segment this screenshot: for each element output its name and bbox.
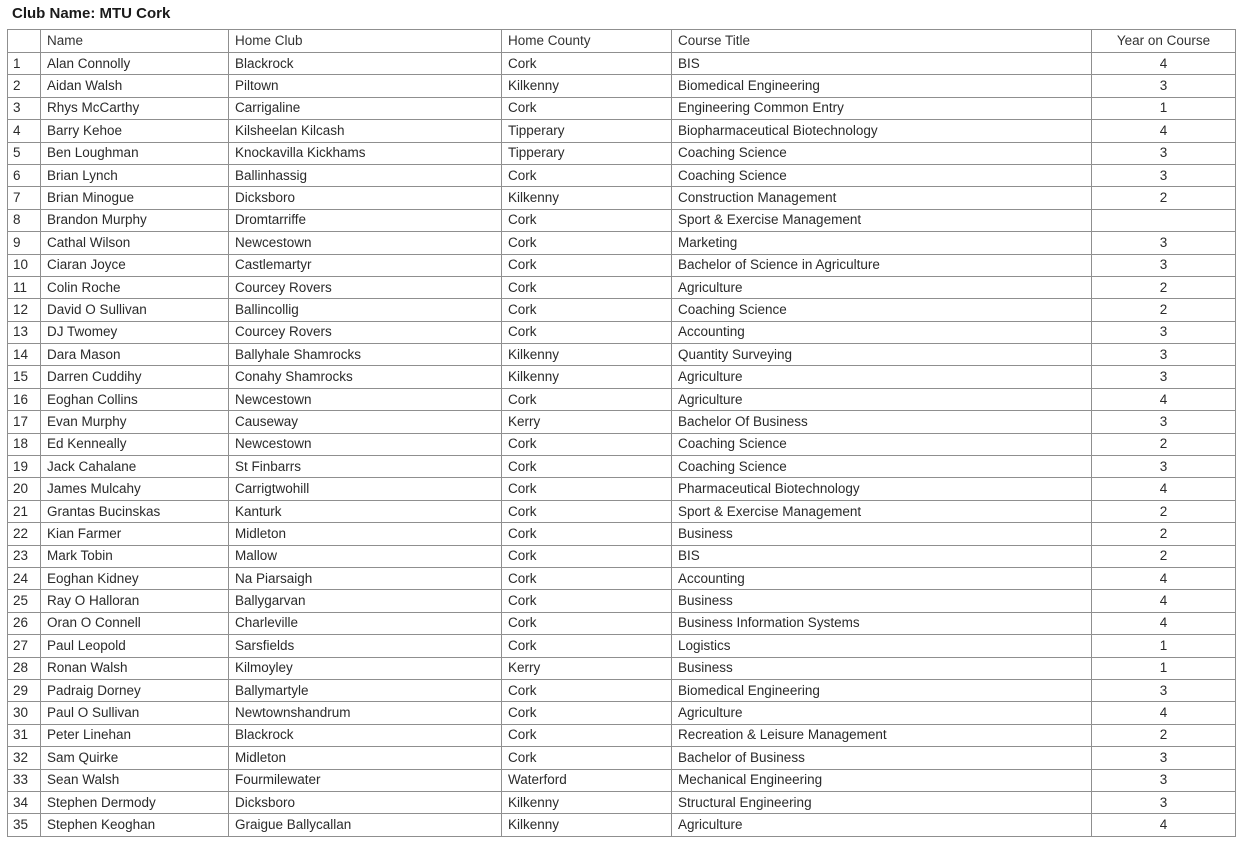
home-club-cell: Newcestown	[229, 433, 502, 455]
row-number-cell: 31	[8, 724, 41, 746]
table-row	[8, 232, 1236, 254]
player-name-cell: Barry Kehoe	[41, 120, 229, 142]
row-number-cell: 27	[8, 635, 41, 657]
course-title-cell: Accounting	[672, 567, 1092, 589]
row-number-cell: 13	[8, 321, 41, 343]
row-number-cell: 6	[8, 164, 41, 186]
table-body	[8, 53, 1236, 837]
table-row	[8, 456, 1236, 478]
year-on-course-cell: 2	[1092, 724, 1236, 746]
year-on-course-cell: 1	[1092, 657, 1236, 679]
year-on-course-cell: 3	[1092, 254, 1236, 276]
player-name-cell: Evan Murphy	[41, 411, 229, 433]
course-title-cell: Structural Engineering	[672, 791, 1092, 813]
player-name-cell: Dara Mason	[41, 344, 229, 366]
home-county-cell: Cork	[502, 702, 672, 724]
home-club-cell: Ballinhassig	[229, 164, 502, 186]
row-number-cell: 14	[8, 344, 41, 366]
player-name-cell: Brandon Murphy	[41, 209, 229, 231]
home-club-cell: Graigue Ballycallan	[229, 814, 502, 836]
year-on-course-cell: 2	[1092, 299, 1236, 321]
year-on-course-cell: 3	[1092, 747, 1236, 769]
home-club-cell: Midleton	[229, 747, 502, 769]
player-name-cell: Kian Farmer	[41, 523, 229, 545]
course-title-cell: Sport & Exercise Management	[672, 500, 1092, 522]
row-number-cell: 11	[8, 276, 41, 298]
year-on-course-cell: 2	[1092, 500, 1236, 522]
table-row	[8, 411, 1236, 433]
home-club-cell: Mallow	[229, 545, 502, 567]
column-header-name: Name	[41, 30, 229, 53]
home-county-cell: Cork	[502, 590, 672, 612]
year-on-course-cell: 4	[1092, 612, 1236, 634]
row-number-cell: 10	[8, 254, 41, 276]
home-county-cell: Cork	[502, 254, 672, 276]
course-title-cell: Business	[672, 523, 1092, 545]
player-name-cell: Grantas Bucinskas	[41, 500, 229, 522]
course-title-cell: Biopharmaceutical Biotechnology	[672, 120, 1092, 142]
home-county-cell: Cork	[502, 276, 672, 298]
year-on-course-cell: 3	[1092, 344, 1236, 366]
course-title-cell: Biomedical Engineering	[672, 679, 1092, 701]
row-number-cell: 18	[8, 433, 41, 455]
table-row	[8, 97, 1236, 119]
course-title-cell: Agriculture	[672, 276, 1092, 298]
home-county-cell: Cork	[502, 388, 672, 410]
row-number-cell: 15	[8, 366, 41, 388]
year-on-course-cell: 2	[1092, 433, 1236, 455]
player-name-cell: Ben Loughman	[41, 142, 229, 164]
year-on-course-cell: 3	[1092, 142, 1236, 164]
course-title-cell: Bachelor of Business	[672, 747, 1092, 769]
year-on-course-cell: 3	[1092, 75, 1236, 97]
home-club-cell: Carrigtwohill	[229, 478, 502, 500]
course-title-cell: Sport & Exercise Management	[672, 209, 1092, 231]
column-header-number	[8, 30, 41, 53]
home-county-cell: Cork	[502, 164, 672, 186]
course-title-cell: BIS	[672, 545, 1092, 567]
column-header-course-title: Course Title	[672, 30, 1092, 53]
home-club-cell: Piltown	[229, 75, 502, 97]
row-number-cell: 19	[8, 456, 41, 478]
table-row	[8, 120, 1236, 142]
table-row	[8, 724, 1236, 746]
row-number-cell: 16	[8, 388, 41, 410]
table-row	[8, 209, 1236, 231]
player-roster-table	[7, 29, 1236, 837]
course-title-cell: Agriculture	[672, 388, 1092, 410]
table-row	[8, 388, 1236, 410]
course-title-cell: Construction Management	[672, 187, 1092, 209]
home-county-cell: Cork	[502, 299, 672, 321]
course-title-cell: Bachelor Of Business	[672, 411, 1092, 433]
home-club-cell: Ballymartyle	[229, 679, 502, 701]
course-title-cell: Pharmaceutical Biotechnology	[672, 478, 1092, 500]
row-number-cell: 20	[8, 478, 41, 500]
table-row	[8, 164, 1236, 186]
home-county-cell: Cork	[502, 679, 672, 701]
player-name-cell: Brian Lynch	[41, 164, 229, 186]
player-name-cell: Padraig Dorney	[41, 679, 229, 701]
home-club-cell: Ballyhale Shamrocks	[229, 344, 502, 366]
course-title-cell: Coaching Science	[672, 433, 1092, 455]
year-on-course-cell: 3	[1092, 411, 1236, 433]
row-number-cell: 24	[8, 567, 41, 589]
year-on-course-cell: 2	[1092, 276, 1236, 298]
home-county-cell: Cork	[502, 321, 672, 343]
player-name-cell: Paul O Sullivan	[41, 702, 229, 724]
home-club-cell: Newcestown	[229, 388, 502, 410]
year-on-course-cell: 4	[1092, 120, 1236, 142]
year-on-course-cell: 1	[1092, 97, 1236, 119]
player-name-cell: Darren Cuddihy	[41, 366, 229, 388]
home-county-cell: Cork	[502, 478, 672, 500]
course-title-cell: Coaching Science	[672, 299, 1092, 321]
year-on-course-cell: 3	[1092, 456, 1236, 478]
player-name-cell: Alan Connolly	[41, 53, 229, 75]
home-club-cell: Castlemartyr	[229, 254, 502, 276]
home-club-cell: Causeway	[229, 411, 502, 433]
table-row	[8, 702, 1236, 724]
home-club-cell: Carrigaline	[229, 97, 502, 119]
player-name-cell: DJ Twomey	[41, 321, 229, 343]
year-on-course-cell: 3	[1092, 791, 1236, 813]
row-number-cell: 1	[8, 53, 41, 75]
player-name-cell: Ciaran Joyce	[41, 254, 229, 276]
home-county-cell: Kerry	[502, 657, 672, 679]
course-title-cell: Agriculture	[672, 814, 1092, 836]
table-row	[8, 635, 1236, 657]
row-number-cell: 22	[8, 523, 41, 545]
home-county-cell: Kilkenny	[502, 344, 672, 366]
year-on-course-cell: 4	[1092, 590, 1236, 612]
home-county-cell: Cork	[502, 232, 672, 254]
course-title-cell: Coaching Science	[672, 142, 1092, 164]
year-on-course-cell: 2	[1092, 187, 1236, 209]
row-number-cell: 12	[8, 299, 41, 321]
course-title-cell: Agriculture	[672, 702, 1092, 724]
course-title-cell: Coaching Science	[672, 456, 1092, 478]
home-county-cell: Cork	[502, 635, 672, 657]
year-on-course-cell: 4	[1092, 478, 1236, 500]
table-row	[8, 791, 1236, 813]
table-row	[8, 75, 1236, 97]
home-county-cell: Kilkenny	[502, 75, 672, 97]
player-name-cell: Jack Cahalane	[41, 456, 229, 478]
home-county-cell: Cork	[502, 545, 672, 567]
home-county-cell: Kilkenny	[502, 814, 672, 836]
home-county-cell: Waterford	[502, 769, 672, 791]
table-row	[8, 254, 1236, 276]
row-number-cell: 8	[8, 209, 41, 231]
home-county-cell: Kerry	[502, 411, 672, 433]
row-number-cell: 34	[8, 791, 41, 813]
player-name-cell: Aidan Walsh	[41, 75, 229, 97]
year-on-course-cell: 4	[1092, 702, 1236, 724]
player-name-cell: James Mulcahy	[41, 478, 229, 500]
row-number-cell: 3	[8, 97, 41, 119]
home-county-cell: Kilkenny	[502, 366, 672, 388]
row-number-cell: 5	[8, 142, 41, 164]
home-club-cell: Ballygarvan	[229, 590, 502, 612]
club-name-heading: Club Name: MTU Cork	[12, 5, 171, 22]
course-title-cell: BIS	[672, 53, 1092, 75]
player-name-cell: Paul Leopold	[41, 635, 229, 657]
home-county-cell: Tipperary	[502, 142, 672, 164]
home-county-cell: Cork	[502, 500, 672, 522]
home-club-cell: Courcey Rovers	[229, 276, 502, 298]
player-name-cell: Oran O Connell	[41, 612, 229, 634]
year-on-course-cell: 2	[1092, 523, 1236, 545]
home-club-cell: Na Piarsaigh	[229, 567, 502, 589]
player-name-cell: Sam Quirke	[41, 747, 229, 769]
player-name-cell: Mark Tobin	[41, 545, 229, 567]
year-on-course-cell: 4	[1092, 53, 1236, 75]
home-county-cell: Cork	[502, 612, 672, 634]
player-name-cell: Rhys McCarthy	[41, 97, 229, 119]
home-club-cell: Blackrock	[229, 724, 502, 746]
player-name-cell: Stephen Keoghan	[41, 814, 229, 836]
row-number-cell: 9	[8, 232, 41, 254]
table-row	[8, 523, 1236, 545]
home-county-cell: Cork	[502, 433, 672, 455]
row-number-cell: 4	[8, 120, 41, 142]
home-county-cell: Cork	[502, 456, 672, 478]
course-title-cell: Bachelor of Science in Agriculture	[672, 254, 1092, 276]
row-number-cell: 35	[8, 814, 41, 836]
home-club-cell: Midleton	[229, 523, 502, 545]
home-county-cell: Cork	[502, 724, 672, 746]
course-title-cell: Mechanical Engineering	[672, 769, 1092, 791]
row-number-cell: 33	[8, 769, 41, 791]
course-title-cell: Engineering Common Entry	[672, 97, 1092, 119]
table-row	[8, 590, 1236, 612]
home-county-cell: Kilkenny	[502, 187, 672, 209]
year-on-course-cell: 3	[1092, 679, 1236, 701]
row-number-cell: 23	[8, 545, 41, 567]
home-club-cell: Kanturk	[229, 500, 502, 522]
year-on-course-cell: 4	[1092, 388, 1236, 410]
row-number-cell: 32	[8, 747, 41, 769]
row-number-cell: 21	[8, 500, 41, 522]
player-name-cell: David O Sullivan	[41, 299, 229, 321]
course-title-cell: Recreation & Leisure Management	[672, 724, 1092, 746]
year-on-course-cell: 4	[1092, 567, 1236, 589]
player-name-cell: Ronan Walsh	[41, 657, 229, 679]
home-club-cell: Newtownshandrum	[229, 702, 502, 724]
player-name-cell: Cathal Wilson	[41, 232, 229, 254]
table-header-row	[8, 30, 1236, 53]
row-number-cell: 30	[8, 702, 41, 724]
home-county-cell: Cork	[502, 567, 672, 589]
table-row	[8, 567, 1236, 589]
table-row	[8, 612, 1236, 634]
table-row	[8, 299, 1236, 321]
year-on-course-cell: 3	[1092, 769, 1236, 791]
player-name-cell: Stephen Dermody	[41, 791, 229, 813]
row-number-cell: 2	[8, 75, 41, 97]
year-on-course-cell: 1	[1092, 635, 1236, 657]
player-name-cell: Eoghan Collins	[41, 388, 229, 410]
player-name-cell: Peter Linehan	[41, 724, 229, 746]
row-number-cell: 25	[8, 590, 41, 612]
year-on-course-cell: 4	[1092, 814, 1236, 836]
table-row	[8, 433, 1236, 455]
year-on-course-cell	[1092, 209, 1236, 231]
home-county-cell: Tipperary	[502, 120, 672, 142]
course-title-cell: Coaching Science	[672, 164, 1092, 186]
table-row	[8, 679, 1236, 701]
home-county-cell: Cork	[502, 523, 672, 545]
home-club-cell: Dromtarriffe	[229, 209, 502, 231]
table-row	[8, 321, 1236, 343]
home-club-cell: Knockavilla Kickhams	[229, 142, 502, 164]
home-club-cell: Conahy Shamrocks	[229, 366, 502, 388]
table-row	[8, 478, 1236, 500]
home-county-cell: Cork	[502, 747, 672, 769]
home-club-cell: Fourmilewater	[229, 769, 502, 791]
table-row	[8, 344, 1236, 366]
course-title-cell: Business	[672, 590, 1092, 612]
year-on-course-cell: 2	[1092, 545, 1236, 567]
course-title-cell: Business Information Systems	[672, 612, 1092, 634]
home-club-cell: St Finbarrs	[229, 456, 502, 478]
column-header-year-on-course: Year on Course	[1092, 30, 1236, 53]
course-title-cell: Accounting	[672, 321, 1092, 343]
home-county-cell: Cork	[502, 53, 672, 75]
player-name-cell: Sean Walsh	[41, 769, 229, 791]
table-row	[8, 545, 1236, 567]
table-row	[8, 769, 1236, 791]
player-name-cell: Ed Kenneally	[41, 433, 229, 455]
course-title-cell: Quantity Surveying	[672, 344, 1092, 366]
player-name-cell: Ray O Halloran	[41, 590, 229, 612]
column-header-home-county: Home County	[502, 30, 672, 53]
home-county-cell: Cork	[502, 209, 672, 231]
home-club-cell: Blackrock	[229, 53, 502, 75]
year-on-course-cell: 3	[1092, 164, 1236, 186]
row-number-cell: 17	[8, 411, 41, 433]
row-number-cell: 7	[8, 187, 41, 209]
course-title-cell: Business	[672, 657, 1092, 679]
column-header-home-club: Home Club	[229, 30, 502, 53]
home-club-cell: Newcestown	[229, 232, 502, 254]
table-row	[8, 500, 1236, 522]
player-name-cell: Colin Roche	[41, 276, 229, 298]
home-county-cell: Cork	[502, 97, 672, 119]
row-number-cell: 29	[8, 679, 41, 701]
home-club-cell: Ballincollig	[229, 299, 502, 321]
table-row	[8, 142, 1236, 164]
home-club-cell: Courcey Rovers	[229, 321, 502, 343]
table-row	[8, 747, 1236, 769]
home-club-cell: Kilsheelan Kilcash	[229, 120, 502, 142]
table-row	[8, 276, 1236, 298]
table-row	[8, 657, 1236, 679]
player-name-cell: Brian Minogue	[41, 187, 229, 209]
course-title-cell: Biomedical Engineering	[672, 75, 1092, 97]
home-club-cell: Kilmoyley	[229, 657, 502, 679]
course-title-cell: Agriculture	[672, 366, 1092, 388]
player-name-cell: Eoghan Kidney	[41, 567, 229, 589]
table-row	[8, 814, 1236, 836]
home-club-cell: Dicksboro	[229, 187, 502, 209]
home-club-cell: Dicksboro	[229, 791, 502, 813]
table-row	[8, 53, 1236, 75]
row-number-cell: 26	[8, 612, 41, 634]
year-on-course-cell: 3	[1092, 232, 1236, 254]
home-county-cell: Kilkenny	[502, 791, 672, 813]
year-on-course-cell: 3	[1092, 321, 1236, 343]
row-number-cell: 28	[8, 657, 41, 679]
table-row	[8, 366, 1236, 388]
course-title-cell: Marketing	[672, 232, 1092, 254]
home-club-cell: Charleville	[229, 612, 502, 634]
home-club-cell: Sarsfields	[229, 635, 502, 657]
year-on-course-cell: 3	[1092, 366, 1236, 388]
course-title-cell: Logistics	[672, 635, 1092, 657]
table-row	[8, 187, 1236, 209]
